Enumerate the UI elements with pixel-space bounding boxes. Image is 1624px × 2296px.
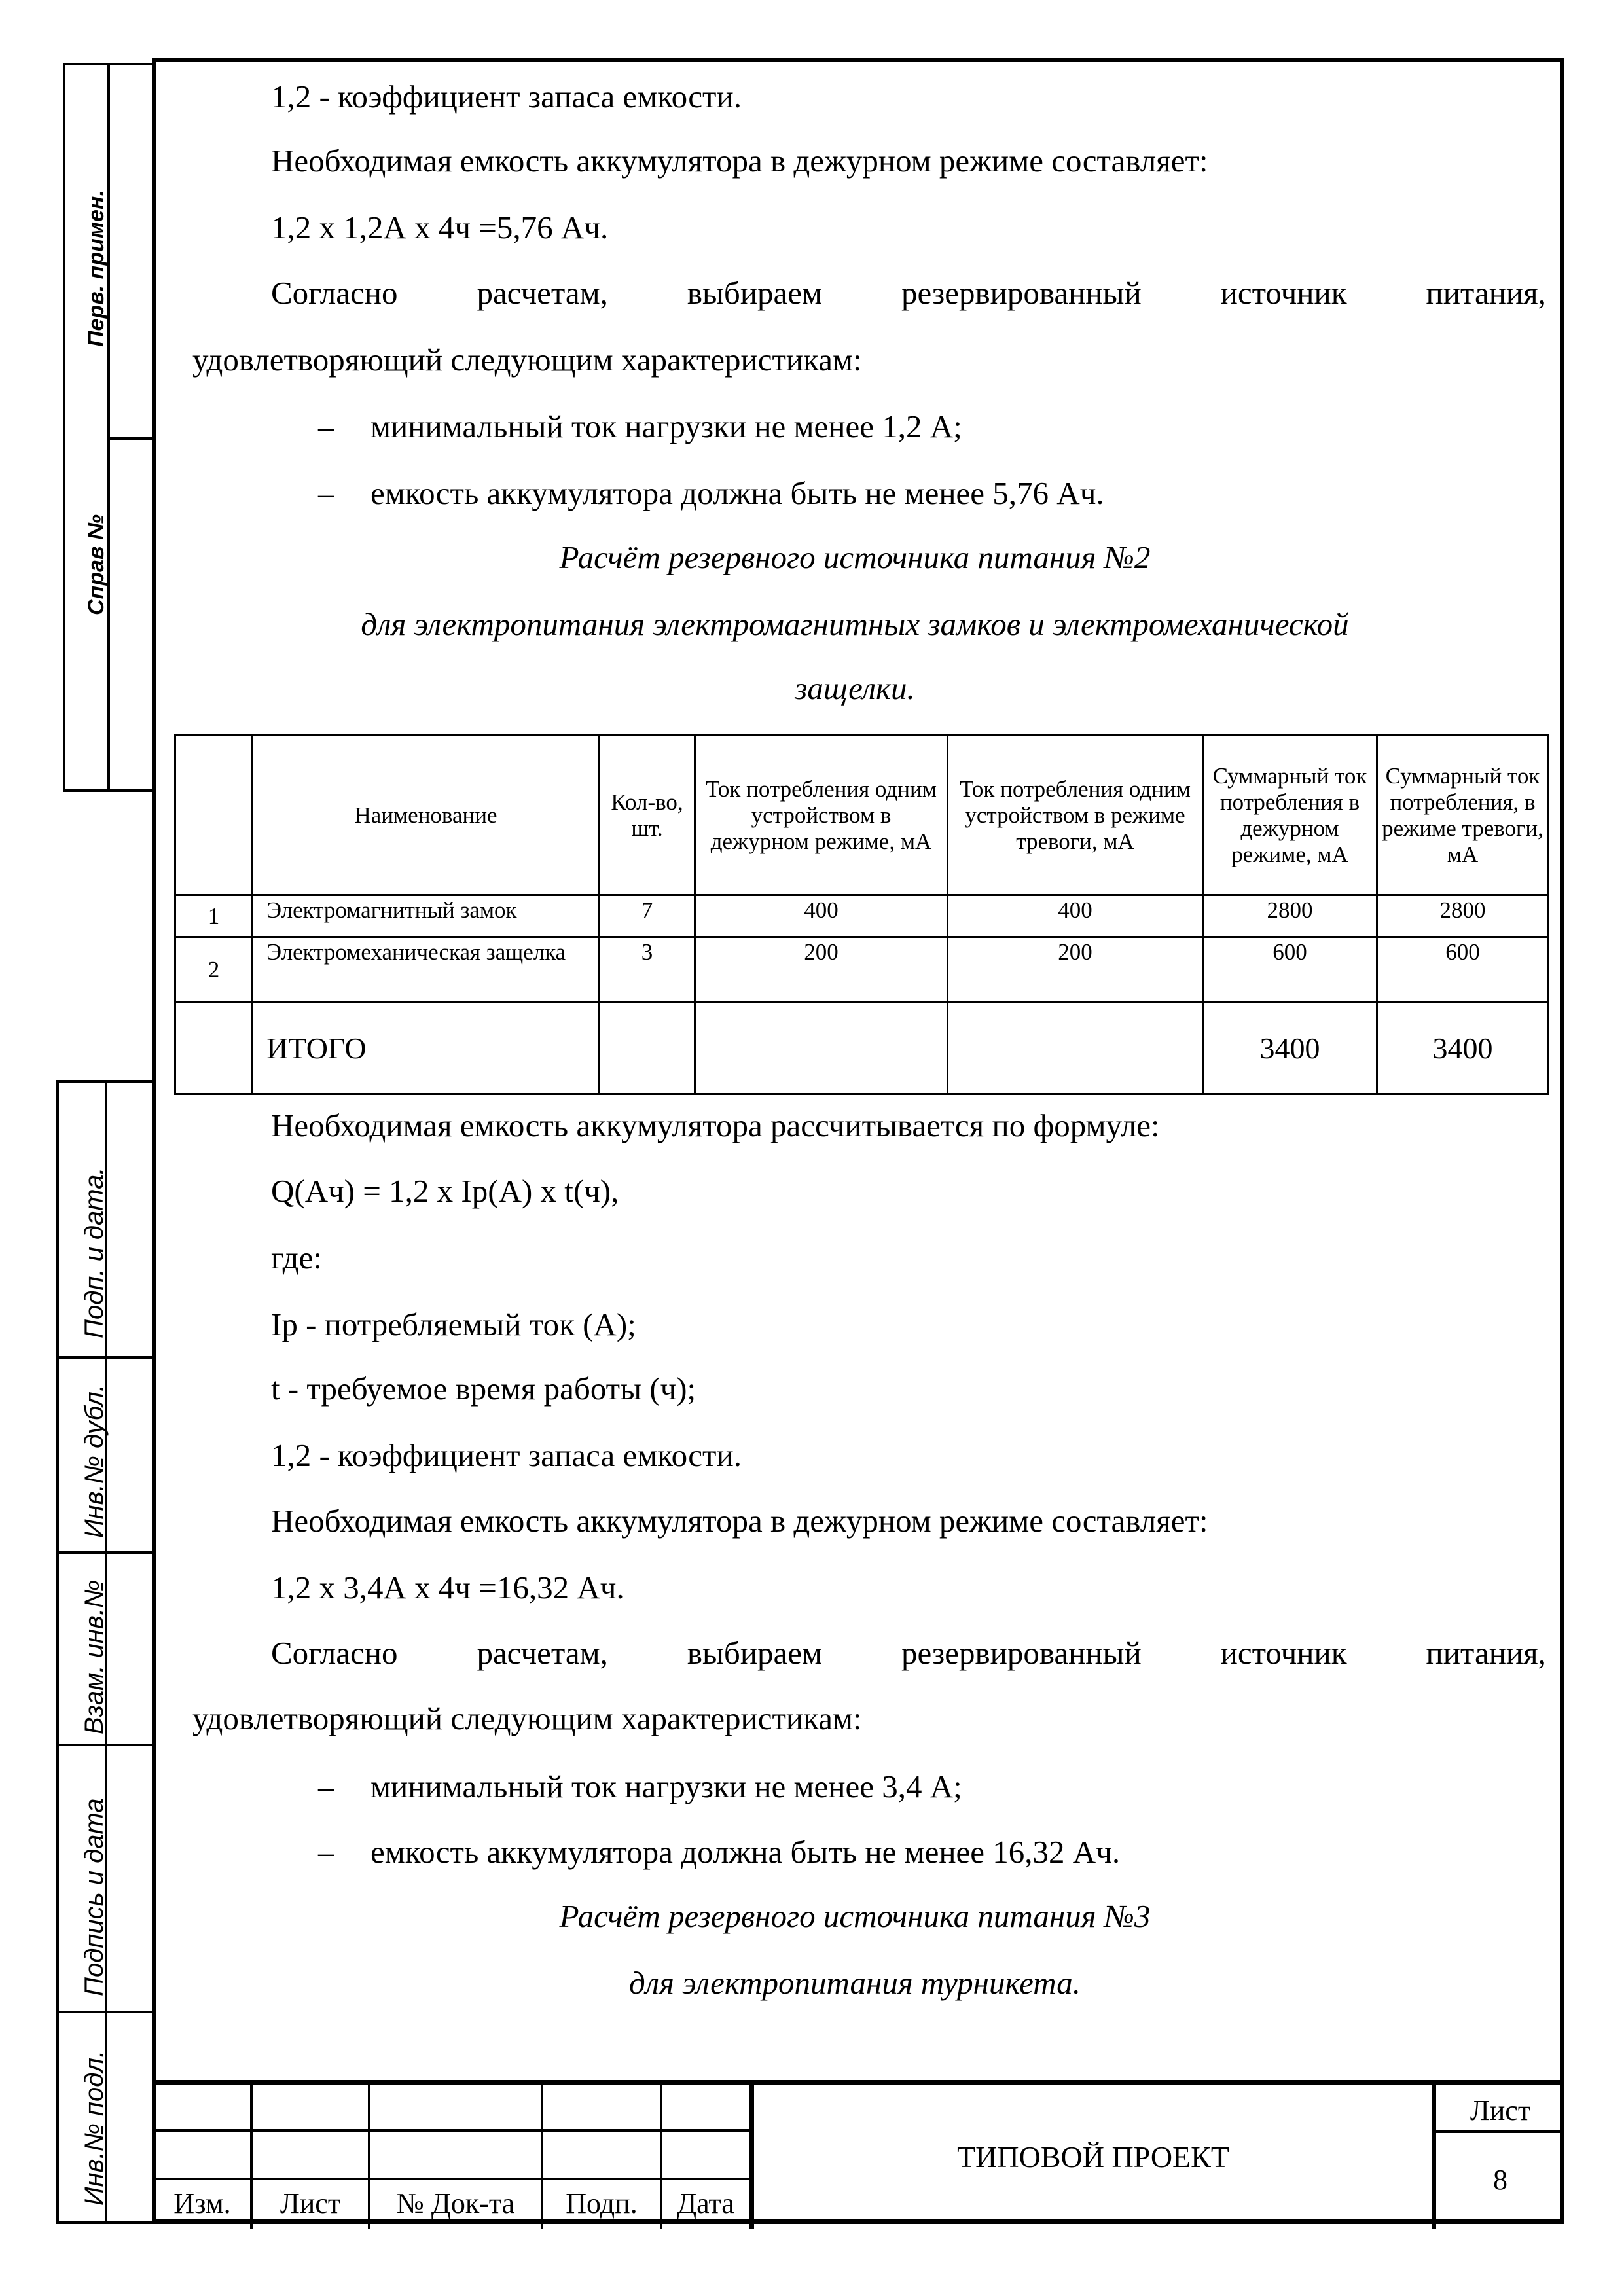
- cell-sum-duty: 2800: [1203, 895, 1377, 937]
- margin-label-perv-primen: Перв. примен.: [84, 190, 109, 347]
- cell-no: 1: [175, 895, 253, 937]
- margin-label-vzam-inv: Взам. инв.№: [80, 1579, 109, 1734]
- th-name: Наименование: [253, 736, 600, 895]
- text-formula: Q(Ач) = 1,2 х Iр(А) х t(ч),: [271, 1173, 619, 1209]
- margin-label-inv-podl: Инв.№ подл.: [80, 2050, 109, 2206]
- bullet-top-1: – минимальный ток нагрузки не менее 1,2 А;: [318, 408, 962, 444]
- cell-cur-alarm: 200: [948, 937, 1203, 1003]
- cell-name: Электромагнитный замок: [253, 895, 600, 937]
- cell-cur-duty: [695, 1003, 948, 1094]
- stamp-list-label: Лист: [280, 2187, 341, 2219]
- text-need-bottom: Необходимая емкость аккумулятора в дежурном режиме составляет:: [271, 1503, 1208, 1539]
- text-where: где:: [271, 1240, 322, 1276]
- text-choose-top-2: удовлетворяющий следующим характеристикам:: [192, 342, 862, 378]
- stamp-izm-label: Изм.: [173, 2187, 231, 2219]
- cell-cur-alarm: 400: [948, 895, 1203, 937]
- text-calc-bottom: 1,2 х 3,4А х 4ч =16,32 Ач.: [271, 1570, 624, 1605]
- heading-source-3-line1: Расчёт резервного источника питания №3: [559, 1898, 1151, 1934]
- table-total-row: [175, 1003, 1549, 1094]
- stamp-podp-label: Подп.: [566, 2187, 638, 2219]
- text-choose-bottom-2: удовлетворяющий следующим характеристикам:: [192, 1700, 862, 1736]
- stamp-sheet-label: Лист: [1470, 2094, 1531, 2126]
- title-block: [152, 2080, 1564, 2224]
- th-qty: Кол-во, шт.: [600, 736, 695, 895]
- heading-source-2-line2: для электропитания электромагнитных замков и электромеханической: [361, 606, 1349, 642]
- stamp-data-label: Дата: [677, 2187, 734, 2219]
- text-t: t - требуемое время работы (ч);: [271, 1371, 696, 1407]
- cell-cur-alarm: [948, 1003, 1203, 1094]
- cell-cur-duty: 400: [695, 895, 948, 937]
- th-sum-alarm: Суммарный ток потребления, в режиме тревоги, мА: [1377, 736, 1549, 895]
- cell-name: Электромеханическая защелка: [253, 937, 600, 1003]
- text-formula-intro: Необходимая емкость аккумулятора рассчитывается по формуле:: [271, 1107, 1160, 1143]
- cell-cur-duty: 200: [695, 937, 948, 1003]
- table-row: [175, 895, 1549, 937]
- margin-label-podp-data: Подп. и дата.: [80, 1167, 109, 1338]
- text-coef-top: 1,2 - коэффициент запаса емкости.: [271, 79, 742, 115]
- th-no: [175, 736, 253, 895]
- text-coef-bottom: 1,2 - коэффициент запаса емкости.: [271, 1437, 742, 1473]
- text-calc-top: 1,2 х 1,2А х 4ч =5,76 Ач.: [271, 209, 609, 245]
- cell-sum-alarm: 2800: [1377, 895, 1549, 937]
- stamp-sheet-number: 8: [1493, 2164, 1507, 2196]
- heading-source-2-line3: защелки.: [795, 670, 915, 706]
- th-cur-duty: Ток потребления одним устройством в дежурном режиме, мА: [695, 736, 948, 895]
- text-choose-bottom: Согласно расчетам, выбираем резервированный источник питания,: [271, 1635, 1546, 1671]
- cell-qty: 3: [600, 937, 695, 1003]
- cell-no: [175, 1003, 253, 1094]
- margin-label-sprav-no: Справ №: [84, 514, 109, 615]
- margin-label-podpis-data: Подпись и дата: [80, 1798, 109, 1996]
- text-choose-top: Согласно расчетам, выбираем резервированный источник питания,: [271, 275, 1546, 311]
- bullet-bottom-2: – емкость аккумулятора должна быть не менее 16,32 Ач.: [318, 1834, 1121, 1870]
- cell-total-sum-duty: 3400: [1203, 1003, 1377, 1094]
- cell-sum-duty: 600: [1203, 937, 1377, 1003]
- cell-no: 2: [175, 937, 253, 1003]
- heading-source-3-line2: для электропитания турникета.: [629, 1965, 1081, 2001]
- stamp-doc-label: № Док-та: [396, 2187, 515, 2219]
- stamp-project-title: ТИПОВОЙ ПРОЕКТ: [957, 2140, 1229, 2174]
- consumption-table: [174, 734, 1549, 1095]
- bullet-top-2: – емкость аккумулятора должна быть не менее 5,76 Ач.: [318, 475, 1104, 511]
- th-sum-duty: Суммарный ток потребления в дежурном режиме, мА: [1203, 736, 1377, 895]
- margin-label-inv-dubl: Инв.№ дубл.: [80, 1384, 109, 1538]
- text-need-top: Необходимая емкость аккумулятора в дежурном режиме составляет:: [271, 143, 1208, 179]
- cell-total-label: ИТОГО: [253, 1003, 600, 1094]
- cell-qty: 7: [600, 895, 695, 937]
- table-header-row: [175, 736, 1549, 895]
- margin-strip-upper: [63, 63, 152, 792]
- heading-source-2-line1: Расчёт резервного источника питания №2: [559, 539, 1151, 575]
- bullet-bottom-1: – минимальный ток нагрузки не менее 3,4 А;: [318, 1768, 962, 1804]
- cell-total-sum-alarm: 3400: [1377, 1003, 1549, 1094]
- cell-qty: [600, 1003, 695, 1094]
- cell-sum-alarm: 600: [1377, 937, 1549, 1003]
- th-cur-alarm: Ток потребления одним устройством в режиме тревоги, мА: [948, 736, 1203, 895]
- text-ip: Iр - потребляемый ток (А);: [271, 1306, 636, 1342]
- table-row: [175, 937, 1549, 1003]
